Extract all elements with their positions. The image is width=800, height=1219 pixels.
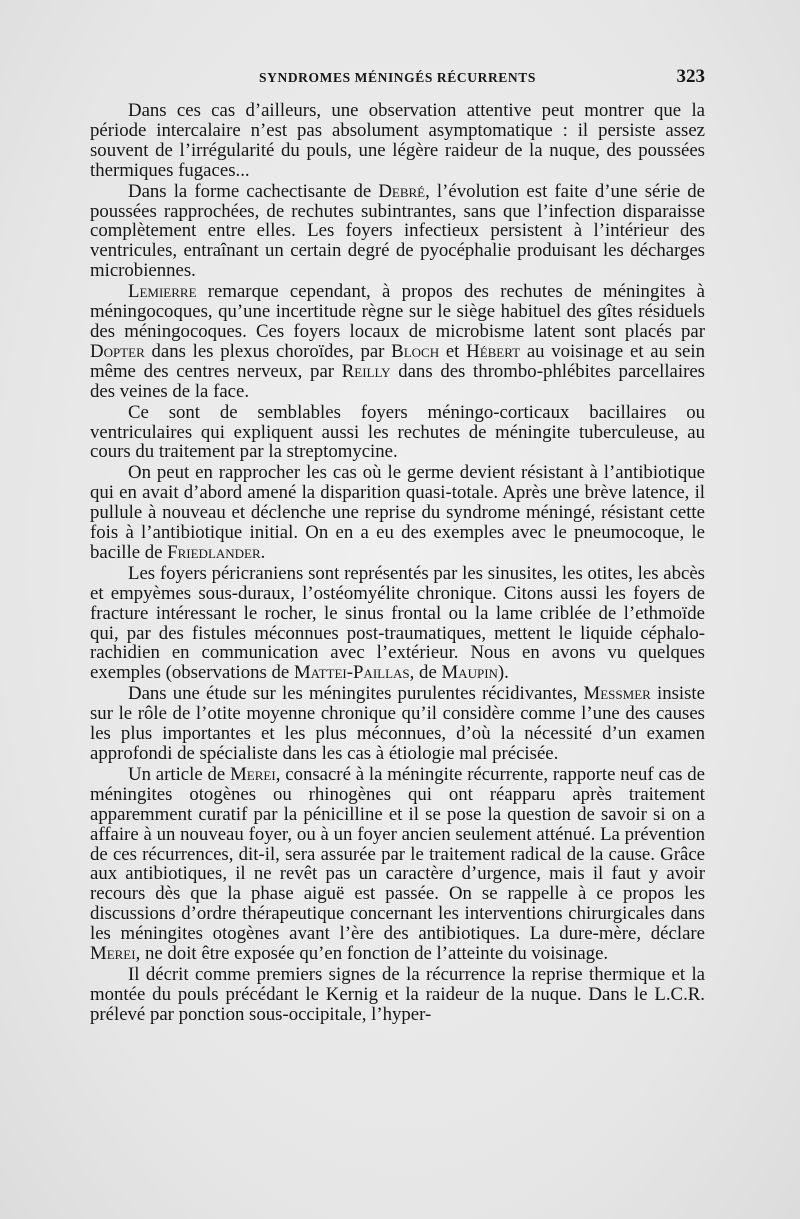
text-run: Il décrit comme premiers signes de la récurrence la reprise thermique et la montée du pouls précédant le Kernig et la raideur de la nuque. Dans le L.C.R. prélevé par ponction sous-occipitale, l’hyper- (90, 963, 705, 1025)
text-run: On peut en rapprocher les cas où le germe devient résistant à l’antibiotique qui en avait d’abord amené la disparition quasi-totale. Après une brève latence, il pullule à nouveau et déclenche une reprise du syndrome méningé, résistant cette fois à l’antibiotique initial. On en a eu des exemples avec le pneumocoque, le bacille de (90, 462, 705, 563)
author-name: Bloch (391, 340, 440, 362)
author-name: Merei (90, 943, 136, 965)
text-run: au voisinage et au sein même des centres nerveux, par (90, 340, 705, 382)
text-run: Dans la forme cachectisante de (128, 180, 379, 202)
text-run: dans des thrombo-phlébites parcellaires des veines de la face. (90, 360, 705, 402)
paragraph (90, 101, 705, 181)
author-name: Merei (230, 763, 276, 785)
author-name: Messmer (583, 683, 651, 705)
page-header (90, 66, 705, 90)
text-run: , ne doit être exposée qu’en fonction de l’atteinte du voisinage. (135, 943, 609, 965)
paragraph (90, 282, 705, 401)
text-run: Dans ces cas d’ailleurs, une observation attentive peut montrer que la période intercalaire n’est pas absolument asymptomatique : il persiste assez souvent de l’irrégularité du pouls, une légère raideur de la nuque, des poussées thermiques fugaces... (90, 100, 705, 181)
page-number: 323 (676, 66, 705, 87)
text-run: ). (497, 662, 509, 684)
paragraph (90, 965, 705, 1025)
paragraph (90, 765, 705, 964)
text-run: , consacré à la méningite récurrente, rapporte neuf cas de méningites otogènes ou rhinogènes qui ont réapparu après traitement apparemment curatif par la pénicilline et il se pose la question de savoir si on a affaire à un nouveau foyer, ou à un foyer ancien seulement atténué. La prévention de ces récurrences, dit-il, sera assurée par le traitement radical de la cause. Grâce aux antibiotiques, il ne revêt pas un caractère d’urgence, mais il faut y avoir recours dès que la phase aiguë est passée. On se rappelle à ce propos les discussions d’ordre thérapeutique concernant les interventions chirurgicales dans les méningites otogènes avant l’ère des antibiotiques. La dure-mère, déclare (90, 763, 705, 945)
running-head: SYNDROMES MÉNINGÉS RÉCURRENTS (259, 70, 536, 85)
paragraph (90, 403, 705, 463)
paragraph (90, 684, 705, 764)
author-name: Dopter (90, 340, 145, 362)
text-run: Ce sont de semblables foyers méningo-corticaux bacillaires ou ventriculaires qui expliquent aussi les rechutes de méningite tuberculeuse, au cours du traitement par la streptomycine. (90, 401, 705, 463)
paragraph (90, 463, 705, 563)
author-name: Maupin (441, 662, 498, 684)
body-text (90, 101, 705, 1026)
author-name: Mattei-Paillas (293, 662, 410, 684)
text-run: et (439, 340, 467, 362)
text-run: . (260, 541, 266, 563)
text-run: , l’évolution est faite d’une série de poussées rapprochées, de rechutes subintrantes, sans que l’infection disparaisse complètement entre elles. Les foyers infectieux persistent à l’intérieur des ventricules, entraînant un certain degré de pyocéphalie produisant les décharges microbiennes. (90, 180, 706, 282)
author-name: Reilly (341, 360, 391, 382)
author-name: Hébert (466, 340, 521, 362)
paragraph (90, 182, 705, 282)
text-run: Les foyers péricraniens sont représentés par les sinusites, les otites, les abcès et empyèmes sous-duraux, l’ostéomyélite chronique. Citons aussi les foyers de fracture intéressant le rocher, le sinus frontal ou la lame criblée de l’ethmoïde qui, par des fistules méconnues post-traumatiques, mettent le liquide céphalo-rachidien en communication avec l’extérieur. Nous en avons vu quelques exemples (observations de (90, 562, 705, 684)
author-name: Friedlander (167, 541, 261, 563)
text-run: Un article de (128, 763, 231, 785)
text-run: remarque cependant, à propos des rechutes de méningites à méningocoques, qu’une incertitude règne sur le siège habituel des gîtes résiduels des méningocoques. Ces foyers locaux de microbisme latent sont placés par (90, 281, 705, 342)
text-run: Dans une étude sur les méningites purulentes récidivantes, (128, 683, 584, 705)
text-run: , de (409, 662, 442, 684)
author-name: Lemierre (128, 281, 197, 303)
paragraph (90, 564, 705, 683)
text-run: insiste sur le rôle de l’otite moyenne chronique qu’il considère comme l’une des causes les plus importantes et les plus méconnues, d’où la nécessité d’un examen approfondi de spécialiste dans les cas à étiologie mal précisée. (90, 683, 705, 764)
author-name: Debré (378, 180, 426, 202)
text-run: dans les plexus choroïdes, par (144, 340, 392, 362)
